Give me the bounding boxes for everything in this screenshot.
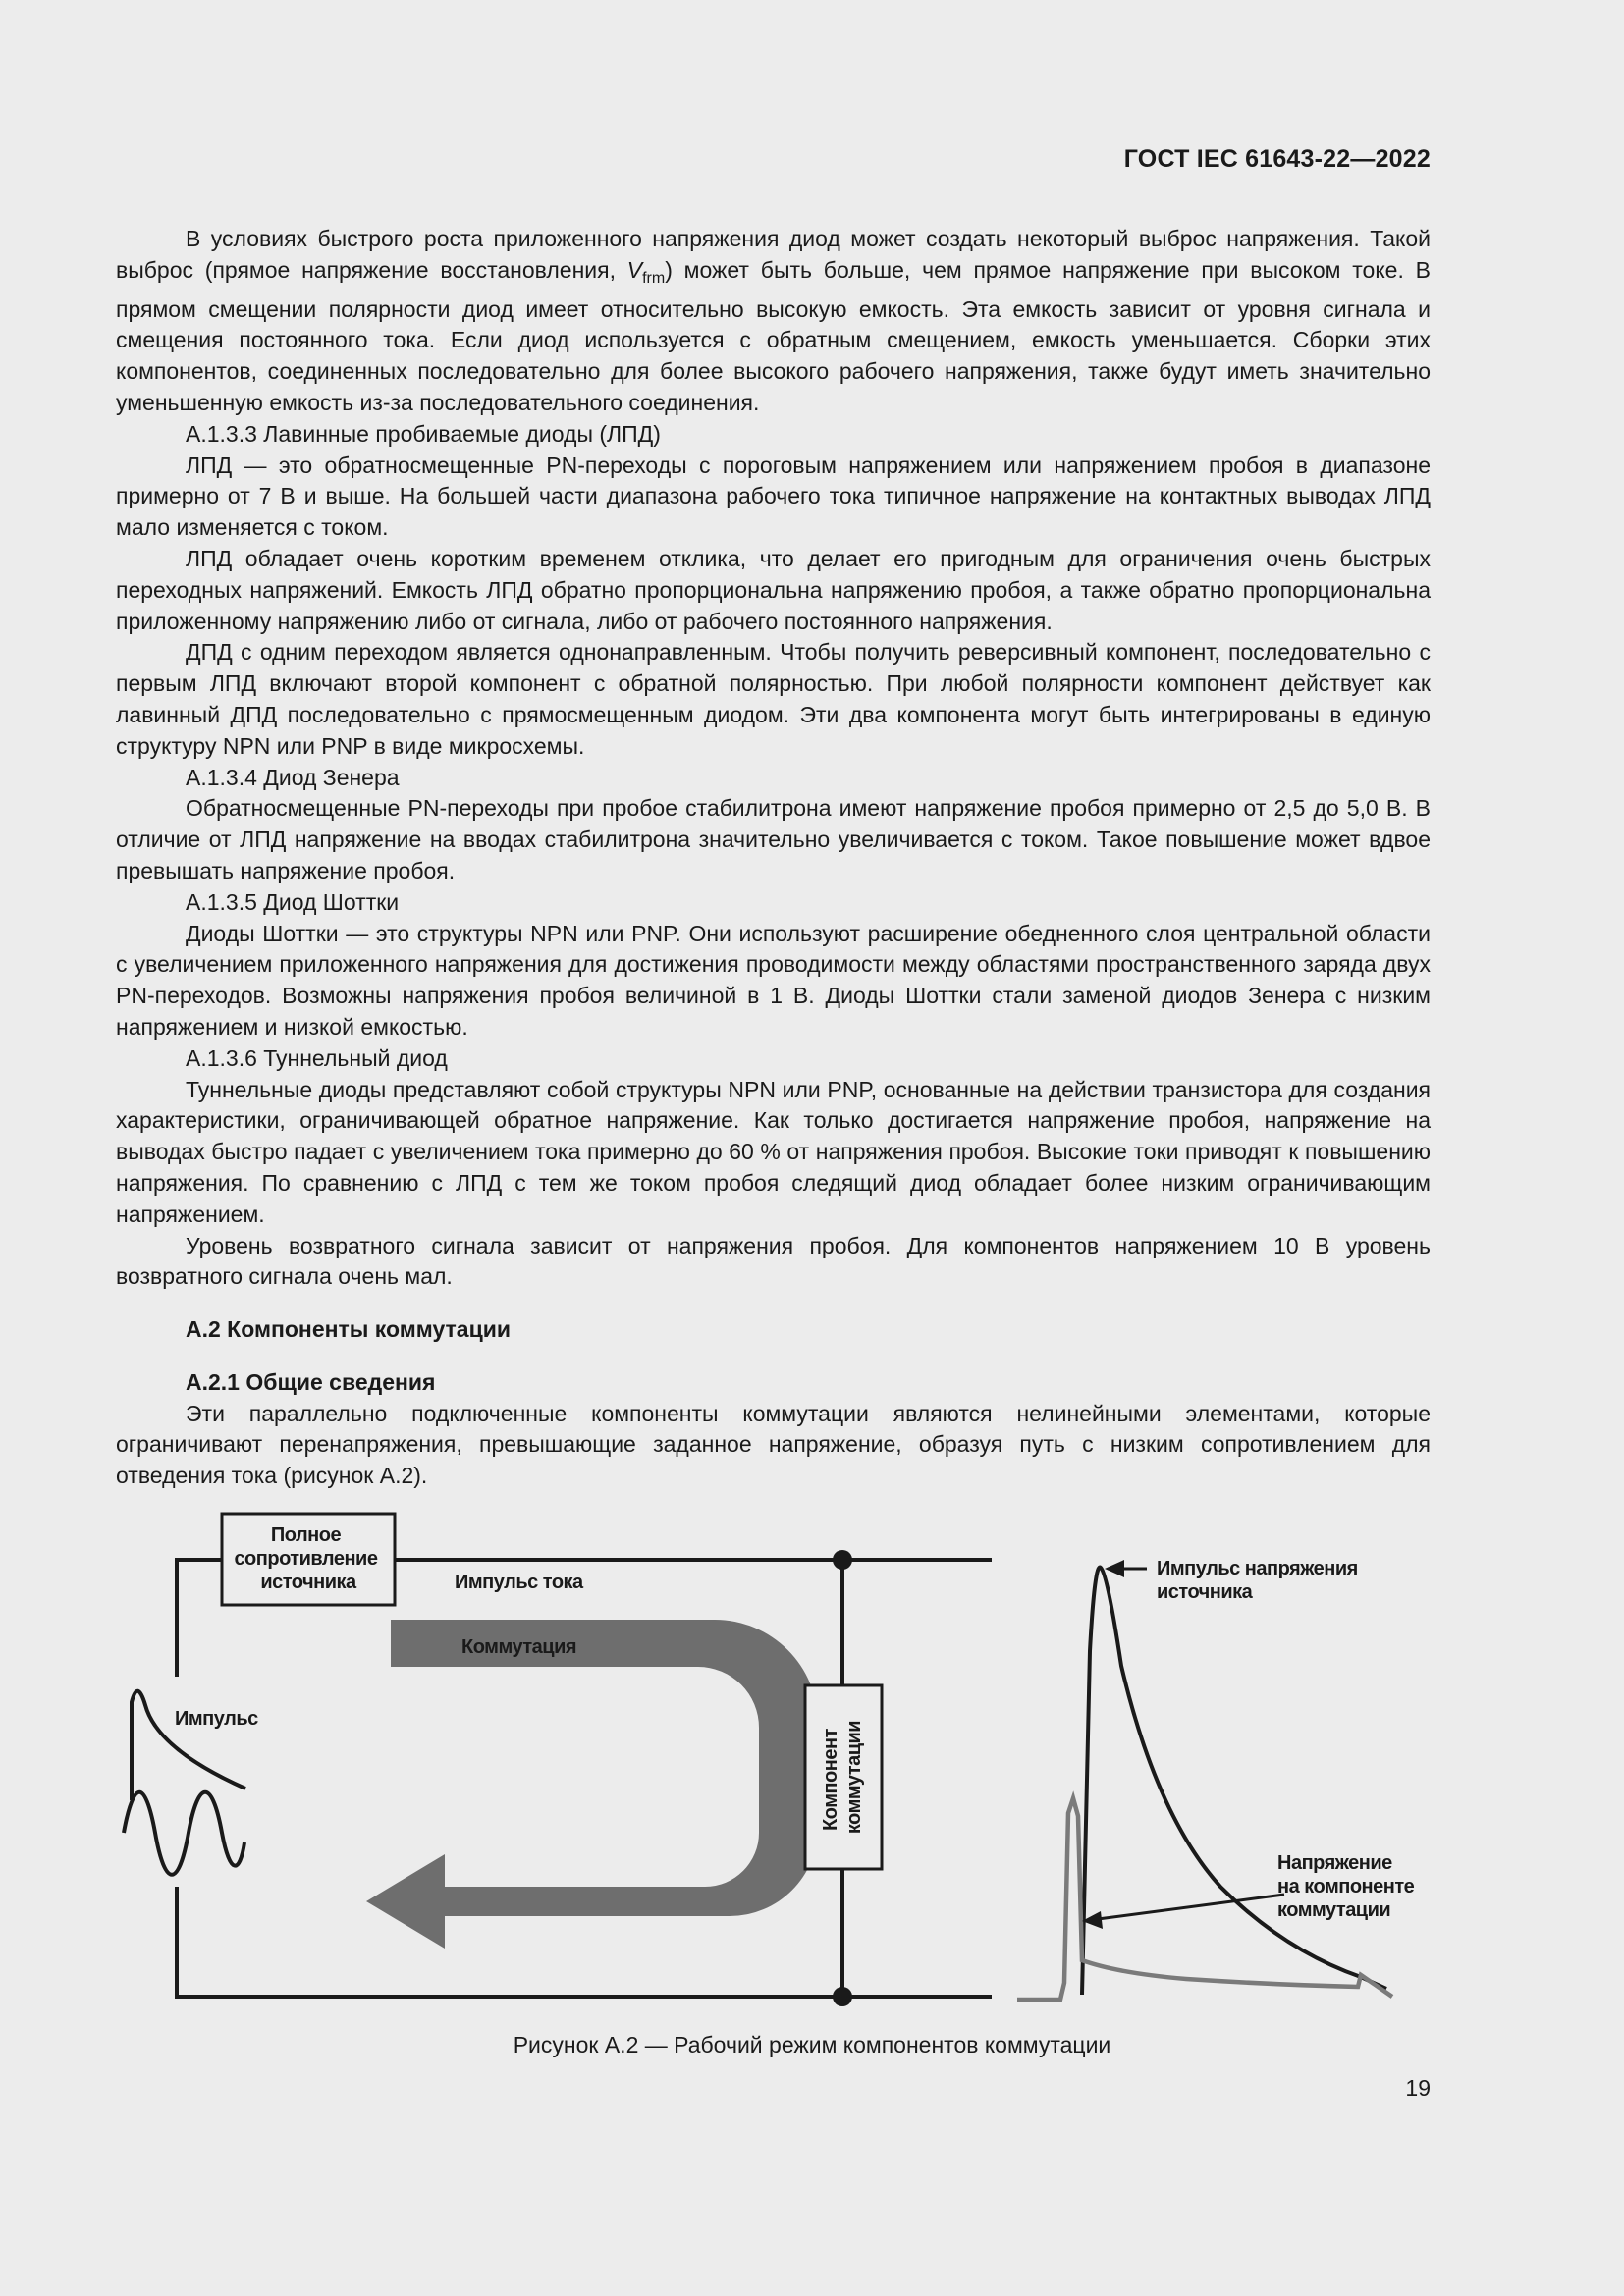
switching-arrow (366, 1620, 818, 1949)
paragraph: В условиях быстрого роста приложенного напряжения диод может создать некоторый выброс напряжения. Такой выброс (прямое напряжение восстановления, $V_{frm}$) может быть больше, чем прямое напряжение при высоком токе. В прямом смещении полярности диод имеет относительно высокую емкость. Эта емкость зависит от уровня сигнала и смещения постоянного тока. Если диод используется с обратным смещением, емкость уменьшается. Сборки этих компонентов, соединенных последовательно для более высокого рабочего напряжения, также будут иметь значительно уменьшенную емкость из-за последовательного соединения. (116, 226, 1431, 415)
paragraph: Туннельные диоды представляют собой структуры NPN или PNP, основанные на действии транзистора для создания характеристики, ограничивающей обратное напряжение. Как только достигается напряжение пробоя, напряжение на выводах быстро падает с увеличением тока примерно до 60 % от напряжения пробоя. Высокие токи приводят к повышению напряжения. По сравнению с ЛПД с тем же током пробоя следящий диод обладает более низким ограничивающим напряжением. (116, 1076, 1431, 1227)
pulse-label: Импульс (175, 1708, 258, 1730)
figure-a2 (116, 1504, 1431, 2014)
section-heading: А.1.3.3 Лавинные пробиваемые диоды (ЛПД) (186, 420, 661, 447)
paragraph: ЛПД обладает очень коротким временем отклика, что делает его пригодным для ограничения очень быстрых переходных напряжений. Емкость ЛПД обратно пропорциональна напряжению пробоя, а также обратно пропорциональна приложенному напряжению либо от сигнала, либо от рабочего постоянного напряжения. (116, 545, 1431, 634)
document-header: ГОСТ IEC 61643-22—2022 (1123, 145, 1431, 173)
source-voltage-curve (1082, 1568, 1386, 1995)
current-pulse-label: Импульс тока (455, 1572, 583, 1593)
page-number: 19 (1405, 2075, 1431, 2101)
switching-component-label: Компонент коммутации (820, 1720, 865, 1835)
switching-label: Коммутация (461, 1636, 577, 1658)
paragraph: ДПД с одним переходом является однонаправленным. Чтобы получить реверсивный компонент, последовательно с первым ЛПД включают второй компонент с обратной полярностью. При любой полярности компонент действует как лавинный ДПД последовательно с прямосмещенным диодом. Эти два компонента могут быть интегрированы в единую структуру NPN или PNP в виде микросхемы. (116, 639, 1431, 759)
source-voltage-pulse-label: Импульс напряжения источника (1157, 1558, 1358, 1603)
paragraph: Обратносмещенные PN-переходы при пробое стабилитрона имеют напряжение пробоя примерно от 2,5 до 5,0 В. В отличие от ЛПД напряжение на вводах стабилитрона значительно увеличивается с током. Такое повышение может вдвое превышать напряжение пробоя. (116, 795, 1431, 883)
source-voltage-arrowhead (1105, 1560, 1124, 1577)
section-heading: А.1.3.5 Диод Шоттки (186, 888, 400, 915)
junction-top (833, 1550, 852, 1570)
paragraph: Уровень возвратного сигнала зависит от напряжения пробоя. Для компонентов напряжением 10 В уровень возвратного сигнала очень мал. (116, 1232, 1431, 1290)
figure-caption: Рисунок А.2 — Рабочий режим компонентов коммутации (513, 2032, 1111, 2057)
section-heading: А.1.3.4 Диод Зенера (186, 764, 400, 790)
junction-bottom (833, 1987, 852, 2006)
section-heading: А.1.3.6 Туннельный диод (186, 1044, 448, 1071)
sine-waveform-icon (124, 1792, 244, 1875)
section-heading-bold: А.2 Компоненты коммутации (186, 1316, 512, 1343)
body-text (116, 224, 1431, 1492)
component-voltage-pointer (1098, 1895, 1284, 1919)
paragraph: Эти параллельно подключенные компоненты коммутации являются нелинейными элементами, которые ограничивают перенапряжения, превышающие заданное напряжение, образуя путь с низким сопротивлением для отведения тока (рисунок А.2). (116, 1400, 1431, 1489)
switching-diagram (116, 1504, 1431, 2014)
component-voltage-label: Напряжение на компоненте коммутации (1277, 1852, 1415, 1921)
paragraph: Диоды Шоттки — это структуры NPN или PNP. Они используют расширение обедненного слоя центральной области с увеличением приложенного напряжения для достижения проводимости между областями пространственного заряда двух PN-переходов. Возможны напряжения пробоя величиной в 1 В. Диоды Шоттки стали заменой диодов Зенера с низким напряжением и низкой емкостью. (116, 920, 1431, 1040)
subsection-heading-bold: А.2.1 Общие сведения (186, 1368, 436, 1395)
left-top-wire (177, 1560, 222, 1677)
paragraph: ЛПД — это обратносмещенные PN-переходы с пороговым напряжением или напряжением пробоя в диапазоне примерно от 7 В и выше. На большей части диапазона рабочего тока типичное напряжение на контактных выводах ЛПД мало изменяется с током. (116, 452, 1431, 541)
source-impedance-label: Полное сопротивление источника (234, 1524, 378, 1593)
